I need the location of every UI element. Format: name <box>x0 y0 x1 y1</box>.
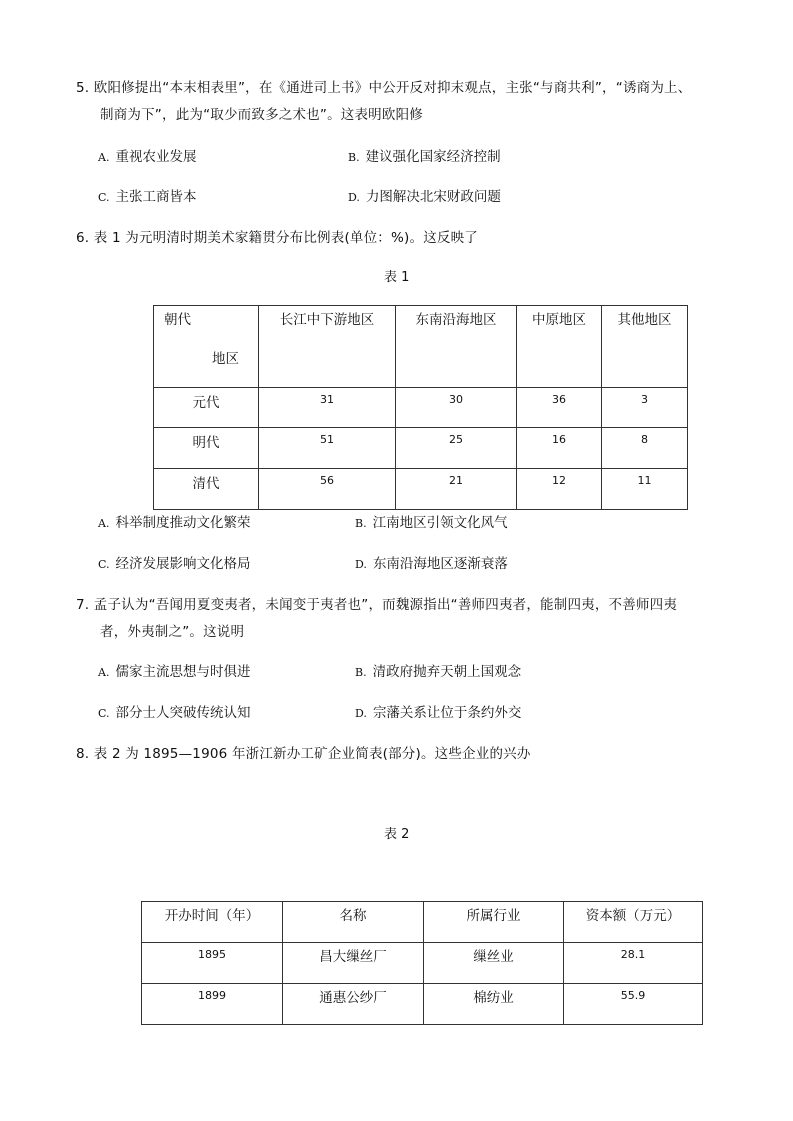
option-text: 科举制度推动文化繁荣 <box>115 515 251 531</box>
table1-col-header: 其他地区 <box>602 306 688 388</box>
q7-stem-line2: 者，外夷制之”。这说明 <box>100 624 245 640</box>
table1-caption: 表 1 <box>384 270 410 285</box>
q6-option-d[interactable] <box>355 552 508 572</box>
option-text: 主张工商皆本 <box>115 189 197 205</box>
table2-cell: 棉纺业 <box>424 984 564 1025</box>
table-row <box>154 469 688 510</box>
q6-option-c[interactable] <box>98 552 251 572</box>
option-key: C. <box>98 191 110 204</box>
table2-cell: 昌大缫丝厂 <box>283 943 424 984</box>
table1-row-label: 清代 <box>154 469 259 510</box>
table-row <box>142 984 703 1025</box>
table1-cell: 30 <box>396 388 517 428</box>
option-text: 江南地区引领文化风气 <box>372 515 508 531</box>
table1-corner-cell <box>154 306 259 388</box>
q5-stem-line1: 5. 欧阳修提出“本末相表里”，在《通进司上书》中公开反对抑末观点，主张“与商共利”，“诱商为上、 <box>76 80 692 96</box>
q6-stem-line1: 6. 表 1 为元明清时期美术家籍贯分布比例表(单位：%)。这反映了 <box>76 230 479 246</box>
q7-option-b[interactable] <box>355 660 521 680</box>
table2-cell: 1895 <box>142 943 283 984</box>
option-text: 重视农业发展 <box>115 149 197 165</box>
option-text: 部分士人突破传统认知 <box>115 705 251 721</box>
table1-header-row <box>154 306 688 388</box>
option-key: B. <box>355 666 367 679</box>
table1-cell: 12 <box>517 469 602 510</box>
table2-cell: 缫丝业 <box>424 943 564 984</box>
option-text: 东南沿海地区逐渐衰落 <box>372 556 508 572</box>
table2-col-header: 资本额（万元） <box>564 902 703 943</box>
table1-cell: 51 <box>259 428 396 469</box>
table-row <box>154 428 688 469</box>
table1-col-header: 中原地区 <box>517 306 602 388</box>
option-text: 宗藩关系让位于条约外交 <box>372 705 522 721</box>
option-key: D. <box>348 191 360 204</box>
table2-col-header: 名称 <box>283 902 424 943</box>
table1-cell: 56 <box>259 469 396 510</box>
table1-col-header: 东南沿海地区 <box>396 306 517 388</box>
option-key: A. <box>98 151 110 164</box>
option-key: A. <box>98 666 110 679</box>
option-text: 清政府抛弃天朝上国观念 <box>372 664 522 680</box>
q7-option-c[interactable] <box>98 701 251 721</box>
q8-stem-line1: 8. 表 2 为 1895—1906 年浙江新办工矿企业简表(部分)。这些企业的兴办 <box>76 746 531 762</box>
option-key: B. <box>348 151 360 164</box>
table2-cell: 通惠公纱厂 <box>283 984 424 1025</box>
table1 <box>153 305 688 510</box>
q5-option-a[interactable] <box>98 145 196 165</box>
q5-option-b[interactable] <box>348 145 501 165</box>
option-text: 力图解决北宋财政问题 <box>365 189 501 205</box>
table1-row-label: 元代 <box>154 388 259 428</box>
option-text: 经济发展影响文化格局 <box>115 556 251 572</box>
table2-cell: 1899 <box>142 984 283 1025</box>
table1-cell: 16 <box>517 428 602 469</box>
table1-cell: 3 <box>602 388 688 428</box>
table2-cell: 55.9 <box>564 984 703 1025</box>
table2 <box>141 901 703 1025</box>
table1-cell: 8 <box>602 428 688 469</box>
table2-col-header: 所属行业 <box>424 902 564 943</box>
table1-cell: 11 <box>602 469 688 510</box>
table2-header-row <box>142 902 703 943</box>
table2-caption: 表 2 <box>384 827 410 842</box>
q7-option-a[interactable] <box>98 660 250 680</box>
q7-stem-line1: 7. 孟子认为“吾闻用夏变夷者，未闻变于夷者也”，而魏源指出“善师四夷者，能制四夷，不善师四夷 <box>76 597 678 613</box>
option-key: B. <box>355 517 367 530</box>
q5-option-c[interactable] <box>98 185 197 205</box>
table1-col-header: 长江中下游地区 <box>259 306 396 388</box>
table-row <box>142 943 703 984</box>
option-key: A. <box>98 517 110 530</box>
table1-corner-bottom: 地区 <box>212 351 239 367</box>
q7-option-d[interactable] <box>355 701 521 721</box>
table1-cell: 36 <box>517 388 602 428</box>
table-row <box>154 388 688 428</box>
table2-col-header: 开办时间（年） <box>142 902 283 943</box>
table1-cell: 25 <box>396 428 517 469</box>
option-text: 儒家主流思想与时俱进 <box>115 664 251 680</box>
q6-option-a[interactable] <box>98 511 250 531</box>
option-text: 建议强化国家经济控制 <box>365 149 501 165</box>
option-key: D. <box>355 707 367 720</box>
option-key: C. <box>98 707 110 720</box>
option-key: C. <box>98 558 110 571</box>
table2-cell: 28.1 <box>564 943 703 984</box>
q6-option-b[interactable] <box>355 511 508 531</box>
table1-cell: 31 <box>259 388 396 428</box>
table1-cell: 21 <box>396 469 517 510</box>
q5-stem-line2: 制商为下”，此为“取少而致多之术也”。这表明欧阳修 <box>100 107 423 123</box>
table1-corner-top: 朝代 <box>164 312 191 328</box>
table1-row-label: 明代 <box>154 428 259 469</box>
option-key: D. <box>355 558 367 571</box>
q5-option-d[interactable] <box>348 185 501 205</box>
